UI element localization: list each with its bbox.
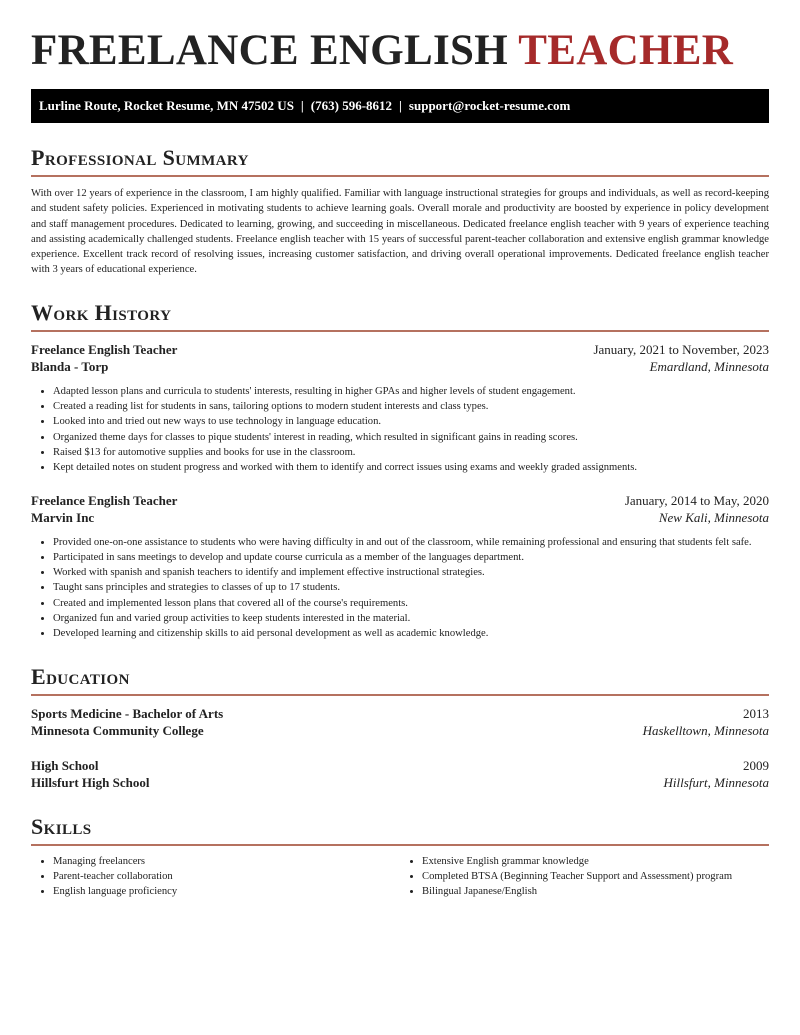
list-item: • Adapted lesson plans and curricula to students' interests, resulting in higher GPAs and higher levels of student engagement. xyxy=(53,384,769,399)
contact-phone: (763) 596-8612 xyxy=(310,98,393,113)
education-entry xyxy=(31,757,769,792)
list-item: • Taught sans principles and strategies to classes of up to 17 students. xyxy=(53,580,769,595)
education-heading: Education xyxy=(31,663,130,689)
skill-item: • Extensive English grammar knowledge xyxy=(422,854,769,869)
education-school: Hillsfurt High School xyxy=(31,775,150,791)
list-item: • Kept detailed notes on student progress and worked with them to identify and correct issues using exams and weekly graded assignments. xyxy=(53,460,769,475)
education-degree: Sports Medicine - Bachelor of Arts xyxy=(31,705,224,721)
skills-heading: Skills xyxy=(31,813,92,839)
list-item: • Organized fun and varied group activities to keep students interested in the material. xyxy=(53,611,769,626)
title-main: FREELANCE ENGLISH xyxy=(31,27,509,74)
list-item: • Organized theme days for classes to pique students' interest in reading, which resulted in significant gains in reading scores. xyxy=(53,430,769,445)
skills-grid xyxy=(31,854,769,900)
skill-item: • Parent-teacher collaboration xyxy=(53,869,400,884)
summary-text: With over 12 years of experience in the classroom, I am highly qualified. Familiar with language instructional strategies for groups and individuals, as well as record-keeping and student safety policies. Experienced in motivating students to achieve learning goals. Overall morale and productivity are boosted by experience in policy development and staff management procedures. Dedicated to learning, growing, and succeeding in miscellaneous. Dedicated freelance english teacher with 9 years of experience teaching and assisting academically challenged students. Freelance english teacher with 15 years of successful parent-teacher collaboration and extensive english grammar knowledge experience. Excellent track record of resolving issues, increasing customer satisfaction, and driving overall operational improvements. Dedicated freelance english teacher with 3 years of educational experience. xyxy=(31,188,769,276)
job-bullets xyxy=(31,535,769,642)
list-item: • Looked into and tried out new ways to use technology in language education. xyxy=(53,414,769,429)
contact-address: Lurline Route, Rocket Resume, MN 47502 US xyxy=(39,98,294,113)
list-item: • Created a reading list for students in sans, tailoring options to modern student interests and class types. xyxy=(53,399,769,414)
education-year: 2009 xyxy=(743,757,769,773)
skills-column-left xyxy=(31,854,400,900)
list-item: • Participated in sans meetings to develop and update course curricula as a member of the languages department. xyxy=(53,550,769,565)
contact-bar xyxy=(31,89,769,123)
list-item: • Worked with spanish and spanish teachers to identify and implement effective instructional strategies. xyxy=(53,565,769,580)
work-history-heading: Work History xyxy=(31,299,172,325)
list-item: • Created and implemented lesson plans that covered all of the course's requirements. xyxy=(53,596,769,611)
list-item: • Developed learning and citizenship skills to aid personal development as well as academic knowledge. xyxy=(53,626,769,641)
list-item: • Raised $13 for automotive supplies and books for use in the classroom. xyxy=(53,445,769,460)
skill-item: • Bilingual Japanese/English xyxy=(422,884,769,899)
education-year: 2013 xyxy=(743,705,769,721)
contact-separator: | xyxy=(300,98,304,113)
job-title: Freelance English Teacher xyxy=(31,492,178,508)
resume-page xyxy=(31,0,769,900)
section-divider xyxy=(31,330,769,332)
summary-heading: Professional Summary xyxy=(31,145,249,170)
education-location: Haskelltown, Minnesota xyxy=(642,723,769,739)
list-item: • Provided one-on-one assistance to students who were having difficulty in and out of the classroom, while remaining professional and ensuring that students felt safe. xyxy=(53,535,769,550)
education-school: Minnesota Community College xyxy=(31,723,204,739)
section-divider xyxy=(31,844,769,846)
section-divider xyxy=(31,694,769,696)
job-bullets xyxy=(31,384,769,476)
job-title: Freelance English Teacher xyxy=(31,341,178,357)
page-title xyxy=(31,26,769,76)
education-location: Hillsfurt, Minnesota xyxy=(663,775,769,791)
job-dates: January, 2021 to November, 2023 xyxy=(593,341,769,357)
skill-item: • Managing freelancers xyxy=(53,854,400,869)
job-entry xyxy=(31,492,769,642)
job-location: Emardland, Minnesota xyxy=(649,359,769,375)
job-company: Blanda - Torp xyxy=(31,359,109,375)
skills-column-right xyxy=(400,854,769,900)
education-degree: High School xyxy=(31,757,99,773)
contact-email: support@rocket-resume.com xyxy=(408,98,571,113)
skill-item: • English language proficiency xyxy=(53,884,400,899)
title-accent: TEACHER xyxy=(518,27,734,74)
contact-separator: | xyxy=(399,98,402,113)
job-company: Marvin Inc xyxy=(31,510,95,526)
section-divider xyxy=(31,175,769,177)
job-location: New Kali, Minnesota xyxy=(658,510,769,526)
job-entry xyxy=(31,341,769,476)
job-dates: January, 2014 to May, 2020 xyxy=(624,492,769,508)
skill-item: • Completed BTSA (Beginning Teacher Support and Assessment) program xyxy=(422,869,769,884)
education-entry xyxy=(31,705,769,740)
